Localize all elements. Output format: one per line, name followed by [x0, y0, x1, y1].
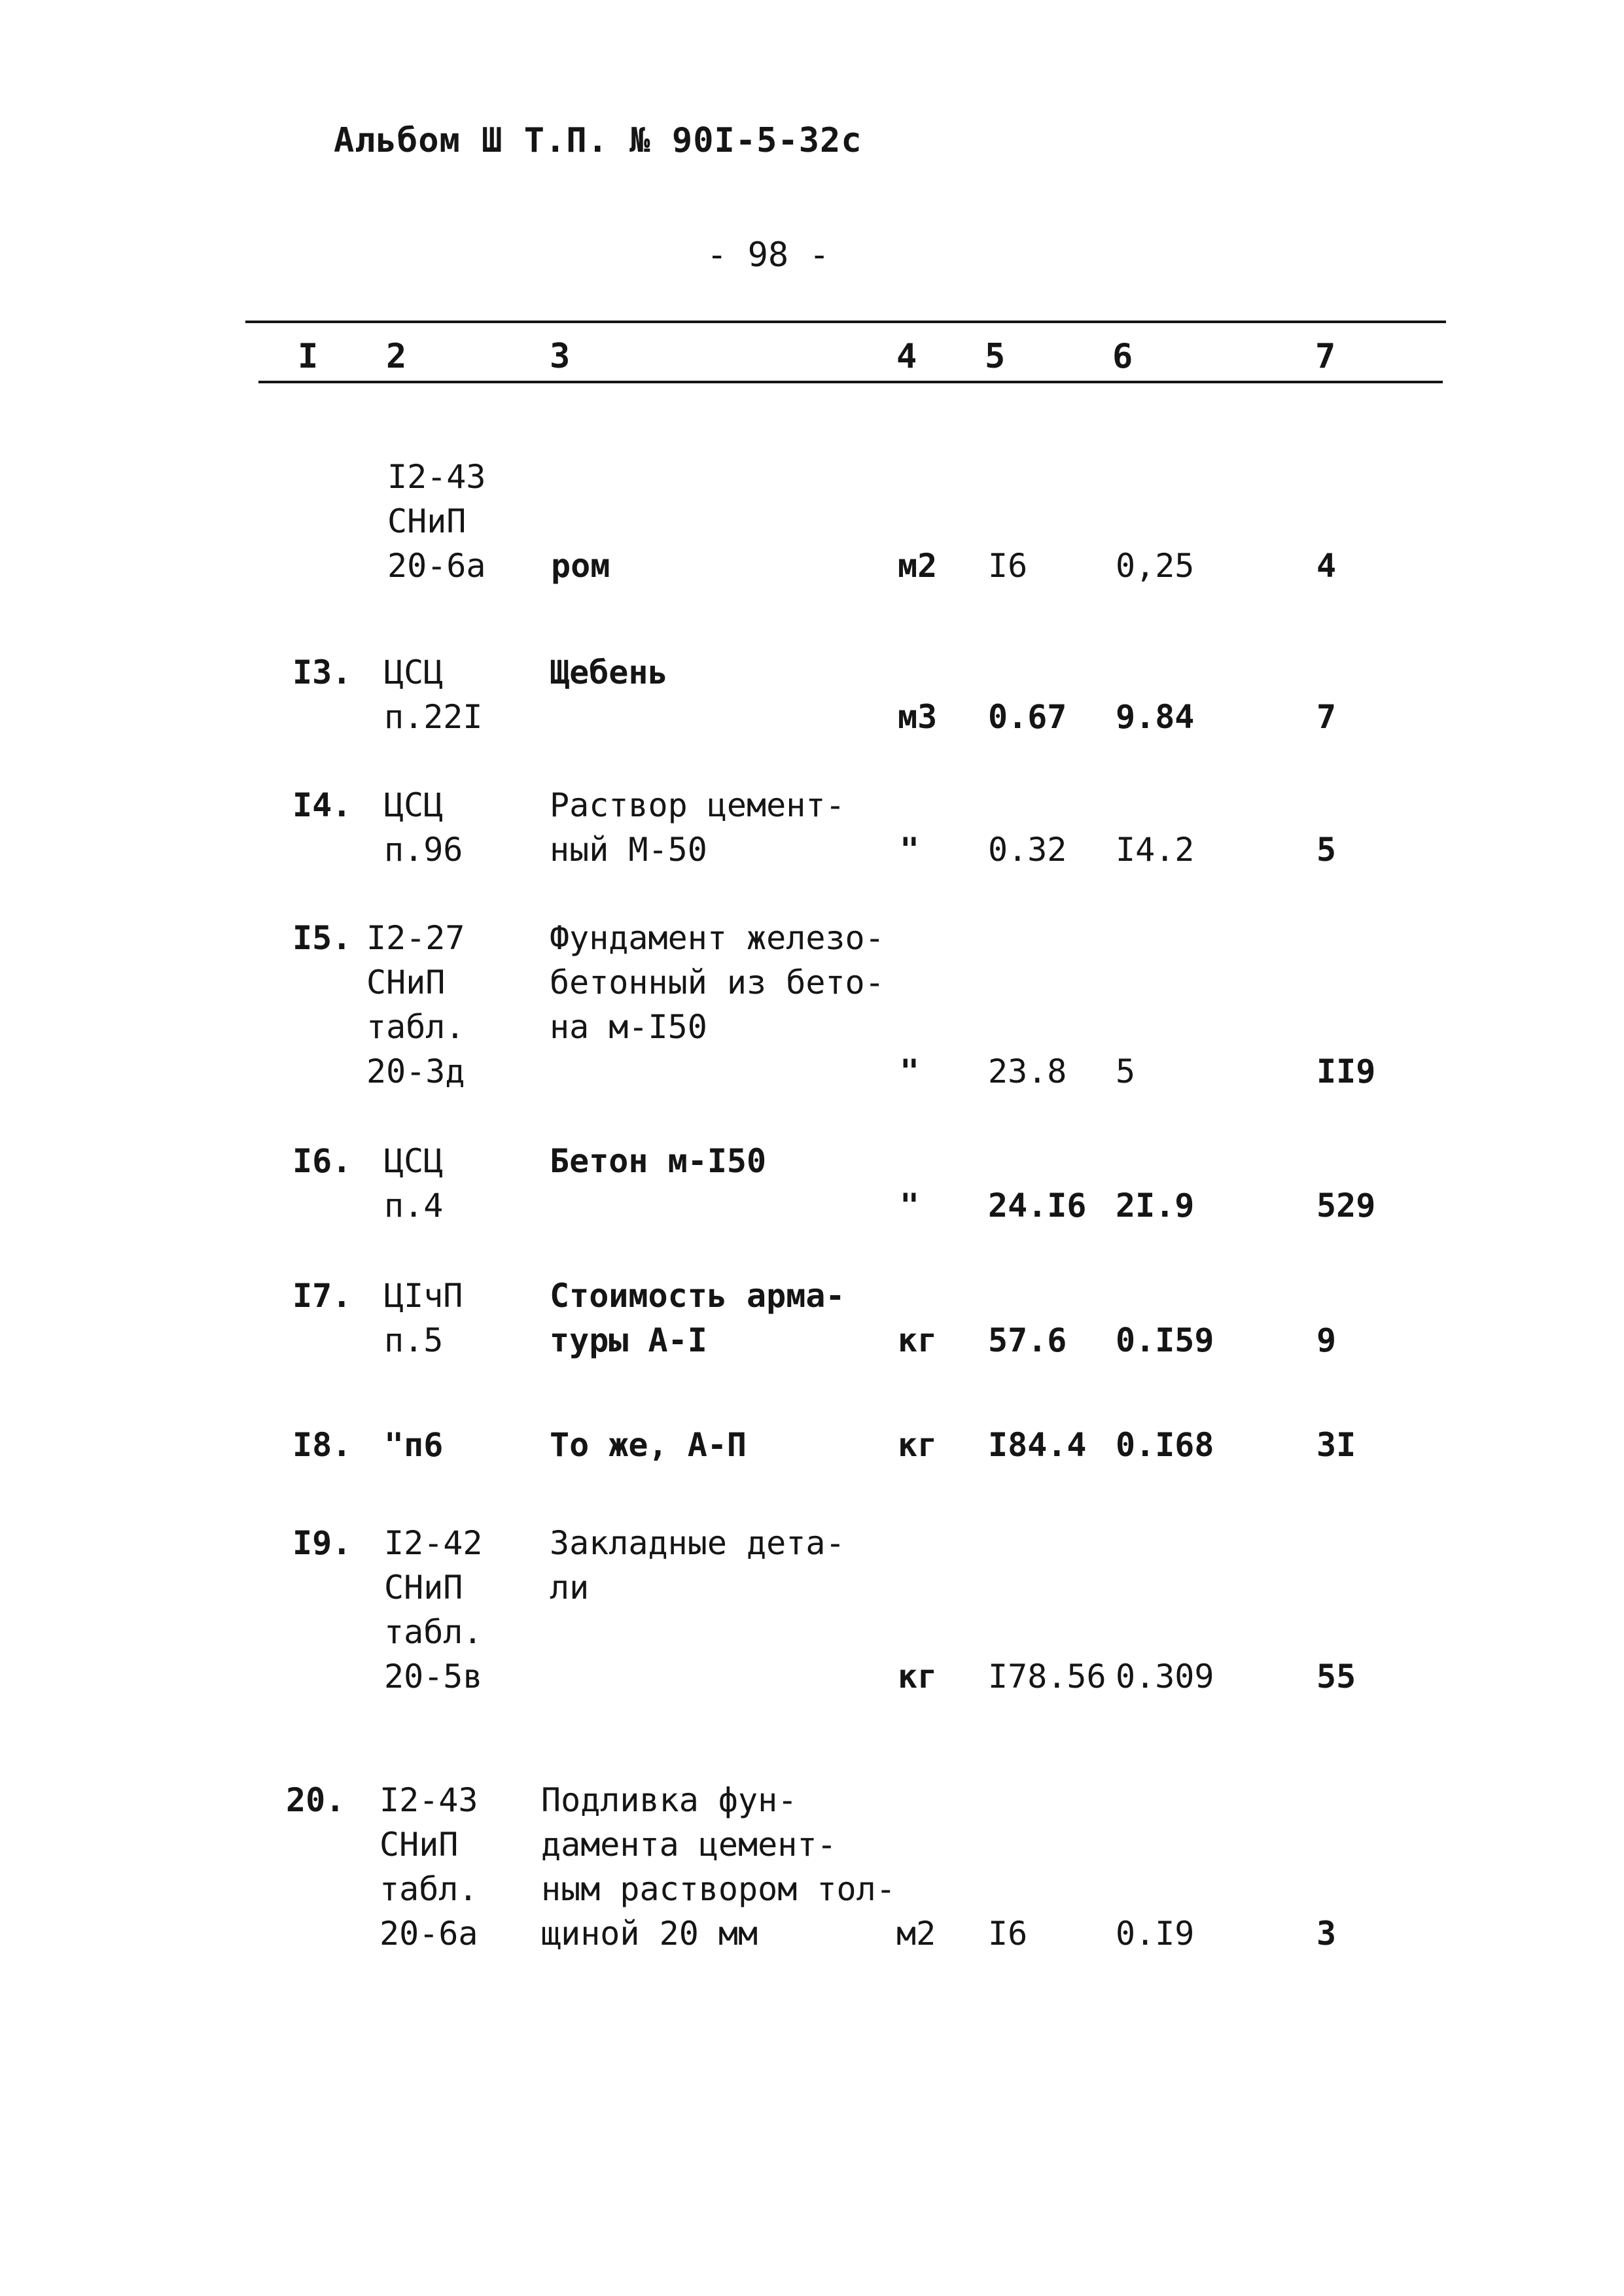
- table-top-rule: [245, 321, 1446, 323]
- table-row-qty: I78.56: [988, 1658, 1106, 1696]
- table-row-number: I6.: [292, 1142, 352, 1180]
- table-row-name: Подливка фун- дамента цемент- ным раствором тол- щиной 20 мм: [541, 1781, 896, 1953]
- column-header-5: 5: [985, 337, 1006, 376]
- table-row-total: II9: [1316, 1052, 1376, 1090]
- table-row-name: Раствор цемент- ный М-50: [550, 786, 845, 869]
- table-row-name: Стоимость арма- туры А-I: [550, 1277, 845, 1359]
- table-row-name: То же, А-П: [550, 1426, 747, 1464]
- table-row-ref: ЦСЦ п.22I: [384, 653, 483, 736]
- table-row-unit: ": [900, 1052, 920, 1090]
- table-row-unit: кг: [898, 1658, 938, 1696]
- table-row-name: Фундамент железо- бетонный из бето- на м-I50: [550, 919, 885, 1046]
- table-row-number: I9.: [292, 1524, 352, 1562]
- table-row-qty: 57.6: [988, 1321, 1067, 1359]
- table-row-ref: ЦСЦ п.4: [384, 1142, 444, 1225]
- table-row-unit: м2: [896, 1915, 936, 1953]
- table-row-ref: I2-43 СНиП 20-6а: [387, 458, 486, 585]
- album-header: Альбом Ш Т.П. № 90I-5-32с: [334, 121, 862, 160]
- table-row-price: I4.2: [1116, 831, 1195, 869]
- column-header-6: 6: [1112, 337, 1133, 376]
- table-row-price: 0.I9: [1116, 1915, 1195, 1953]
- table-row-ref: I2-42 СНиП табл. 20-5в: [384, 1524, 483, 1696]
- table-row-qty: 0.67: [988, 698, 1067, 736]
- table-row-ref: ЦIчП п.5: [384, 1277, 463, 1359]
- column-header-3: 3: [550, 337, 571, 376]
- table-row-name: Бетон м-I50: [550, 1142, 767, 1180]
- column-header-1: I: [298, 337, 319, 376]
- table-row-total: 9: [1316, 1321, 1337, 1359]
- table-header-rule: [258, 381, 1443, 383]
- table-row-unit: кг: [898, 1321, 938, 1359]
- table-row-unit: м2: [898, 547, 938, 585]
- table-row-unit: м3: [898, 698, 938, 736]
- table-row-number: I8.: [292, 1426, 352, 1464]
- table-row-total: 5: [1316, 831, 1337, 869]
- table-row-qty: I84.4: [988, 1426, 1087, 1464]
- table-row-number: I7.: [292, 1277, 352, 1315]
- table-row-number: I3.: [292, 653, 352, 691]
- table-row-total: 3: [1316, 1915, 1337, 1953]
- table-row-unit: кг: [898, 1426, 938, 1464]
- table-row-qty: 0.32: [988, 831, 1067, 869]
- table-row-total: 529: [1316, 1187, 1376, 1225]
- table-row-price: 0.I68: [1116, 1426, 1214, 1464]
- table-row-name: ром: [551, 547, 610, 585]
- table-row-number: I4.: [292, 786, 352, 824]
- table-row-total: 4: [1316, 547, 1337, 585]
- table-row-price: 2I.9: [1116, 1187, 1195, 1225]
- table-row-name: Щебень: [550, 653, 668, 691]
- table-row-price: 0.309: [1116, 1658, 1214, 1696]
- table-row-name: Закладные дета- ли: [550, 1524, 845, 1607]
- table-row-ref: "п6: [384, 1426, 444, 1464]
- table-row-price: 9.84: [1116, 698, 1195, 736]
- table-row-ref: I2-43 СНиП табл. 20-6а: [380, 1781, 478, 1953]
- table-row-unit: ": [900, 831, 920, 869]
- table-row-total: 3I: [1316, 1426, 1356, 1464]
- table-row-qty: I6: [988, 547, 1028, 585]
- table-row-price: 5: [1116, 1052, 1136, 1090]
- column-header-7: 7: [1315, 337, 1336, 376]
- column-header-4: 4: [896, 337, 917, 376]
- table-row-total: 55: [1316, 1658, 1356, 1696]
- table-row-qty: I6: [988, 1915, 1028, 1953]
- table-row-price: 0,25: [1116, 547, 1195, 585]
- table-row-price: 0.I59: [1116, 1321, 1214, 1359]
- page-number: - 98 -: [707, 235, 830, 275]
- table-row-total: 7: [1316, 698, 1337, 736]
- table-row-qty: 23.8: [988, 1052, 1067, 1090]
- table-row-number: 20.: [286, 1781, 345, 1819]
- table-row-ref: I2-27 СНиП табл. 20-3д: [366, 919, 465, 1090]
- table-row-qty: 24.I6: [988, 1187, 1087, 1225]
- column-header-2: 2: [386, 337, 407, 376]
- table-row-unit: ": [900, 1187, 920, 1225]
- table-row-ref: ЦСЦ п.96: [384, 786, 463, 869]
- table-row-number: I5.: [292, 919, 352, 957]
